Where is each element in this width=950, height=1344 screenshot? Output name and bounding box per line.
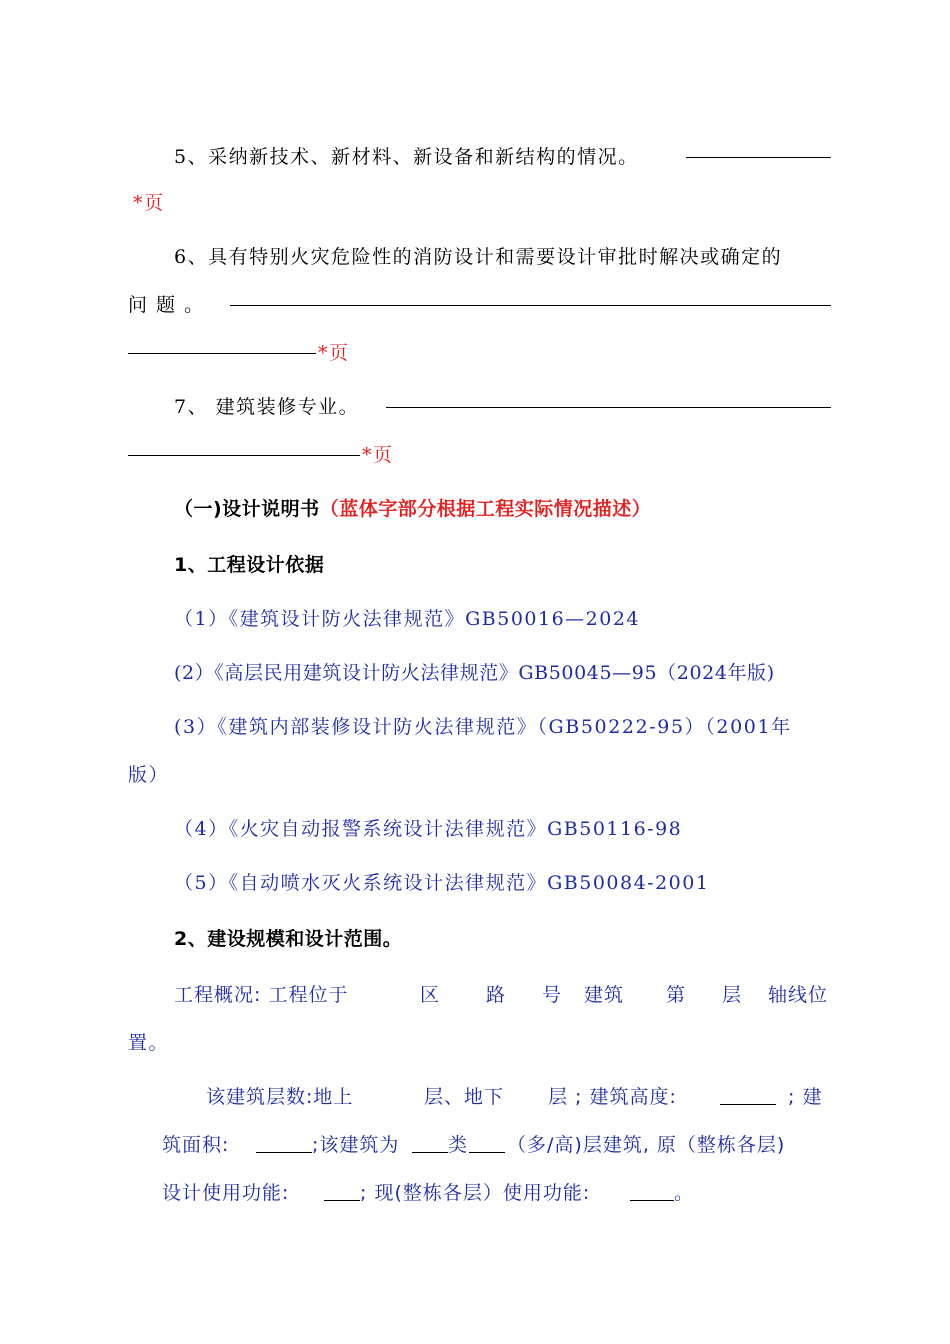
scope-title-text: 2、建设规模和设计范围。 [174, 928, 403, 950]
page-ref: *页 [362, 444, 394, 466]
basis-item-text: (3）《建筑内部装修设计防火法律规范》（GB50222-95）（2001年 [174, 716, 792, 738]
toc-leader-line [386, 407, 831, 408]
basis-item-2 [128, 664, 831, 683]
basis-title [128, 556, 831, 575]
toc-item-6 [128, 248, 831, 267]
toc-item-6-cont [128, 296, 831, 315]
toc-leader-line [128, 455, 360, 456]
toc-leader-line [230, 305, 831, 306]
overview-label: 工程概况: 工程位于 [174, 984, 349, 1006]
toc-leader-line [128, 353, 316, 354]
overview-word: 轴线位 [768, 984, 829, 1006]
basis-item-text: （1）《建筑设计防火法律规范》GB50016—2024 [174, 608, 641, 630]
overview-word: 建筑 [584, 984, 625, 1006]
basis-item-1 [128, 610, 831, 629]
overview-word: 路 [486, 984, 507, 1006]
basis-item-text: 版） [128, 764, 170, 786]
section-heading [128, 500, 831, 519]
basis-title-text: 1、工程设计依据 [174, 554, 325, 576]
basis-item-4 [128, 820, 831, 839]
toc-item-5-text: 5、采纳新技术、新材料、新设备和新结构的情况。 [174, 146, 639, 168]
area-label-cont: 筑面积: [162, 1134, 230, 1156]
floors-below-label: 层、地下 [424, 1086, 505, 1108]
toc-leader-line [686, 157, 831, 158]
basis-item-text: (2）《高层民用建筑设计防火法律规范》GB50045—95（2024年版) [174, 662, 775, 684]
original-use-label: （多/高)层建筑, 原（整栋各层) [507, 1134, 786, 1156]
basis-item-text: （4）《火灾自动报警系统设计法律规范》GB50116-98 [174, 818, 683, 840]
toc-item-7-text: 7、 建筑装修专业。 [174, 396, 360, 418]
scope-title [128, 930, 831, 949]
original-use-label-cont: 设计使用功能: [162, 1182, 290, 1204]
category-label: 类 [448, 1134, 469, 1156]
overview-word: 层 [722, 984, 743, 1006]
overview-line-2 [128, 1034, 831, 1053]
area-blank[interactable] [256, 1136, 312, 1153]
overview-word: 置。 [128, 1032, 170, 1054]
height-blank[interactable] [720, 1088, 776, 1105]
toc-item-5-page [128, 194, 831, 213]
page-ref: *页 [133, 192, 165, 214]
height-label: 层 ; 建筑高度: [548, 1086, 677, 1108]
current-use-label: ; 现(整栋各层）使用功能: [360, 1182, 591, 1204]
overview-word: 号 [542, 984, 563, 1006]
section-heading-title: （一)设计说明书 [174, 498, 320, 520]
category-blank[interactable] [412, 1136, 448, 1153]
area-label: ; 建 [788, 1086, 823, 1108]
toc-item-6-text: 6、具有特别火灾危险性的消防设计和需要设计审批时解决或确定的 [174, 246, 783, 268]
sentence-end: 。 [674, 1182, 695, 1204]
basis-item-3 [128, 718, 831, 737]
toc-item-5 [128, 148, 831, 167]
page-ref: *页 [318, 342, 350, 364]
basis-item-3-cont [128, 766, 831, 785]
overview-word: 第 [666, 984, 687, 1006]
height-class-blank[interactable] [469, 1136, 505, 1153]
overview-word: 区 [420, 984, 441, 1006]
basis-item-text: （5）《自动喷水灭火系统设计法律规范》GB50084-2001 [174, 872, 710, 894]
toc-item-6-text-cont: 问 题 。 [128, 294, 205, 316]
original-use-blank[interactable] [324, 1184, 360, 1201]
section-heading-note: （蓝体字部分根据工程实际情况描述） [319, 498, 652, 520]
floors-above-label: 该建筑层数:地上 [206, 1086, 354, 1108]
basis-item-5 [128, 874, 831, 893]
building-type-label: ;该建筑为 [312, 1134, 400, 1156]
toc-item-7 [128, 398, 831, 417]
current-use-blank[interactable] [630, 1184, 674, 1201]
